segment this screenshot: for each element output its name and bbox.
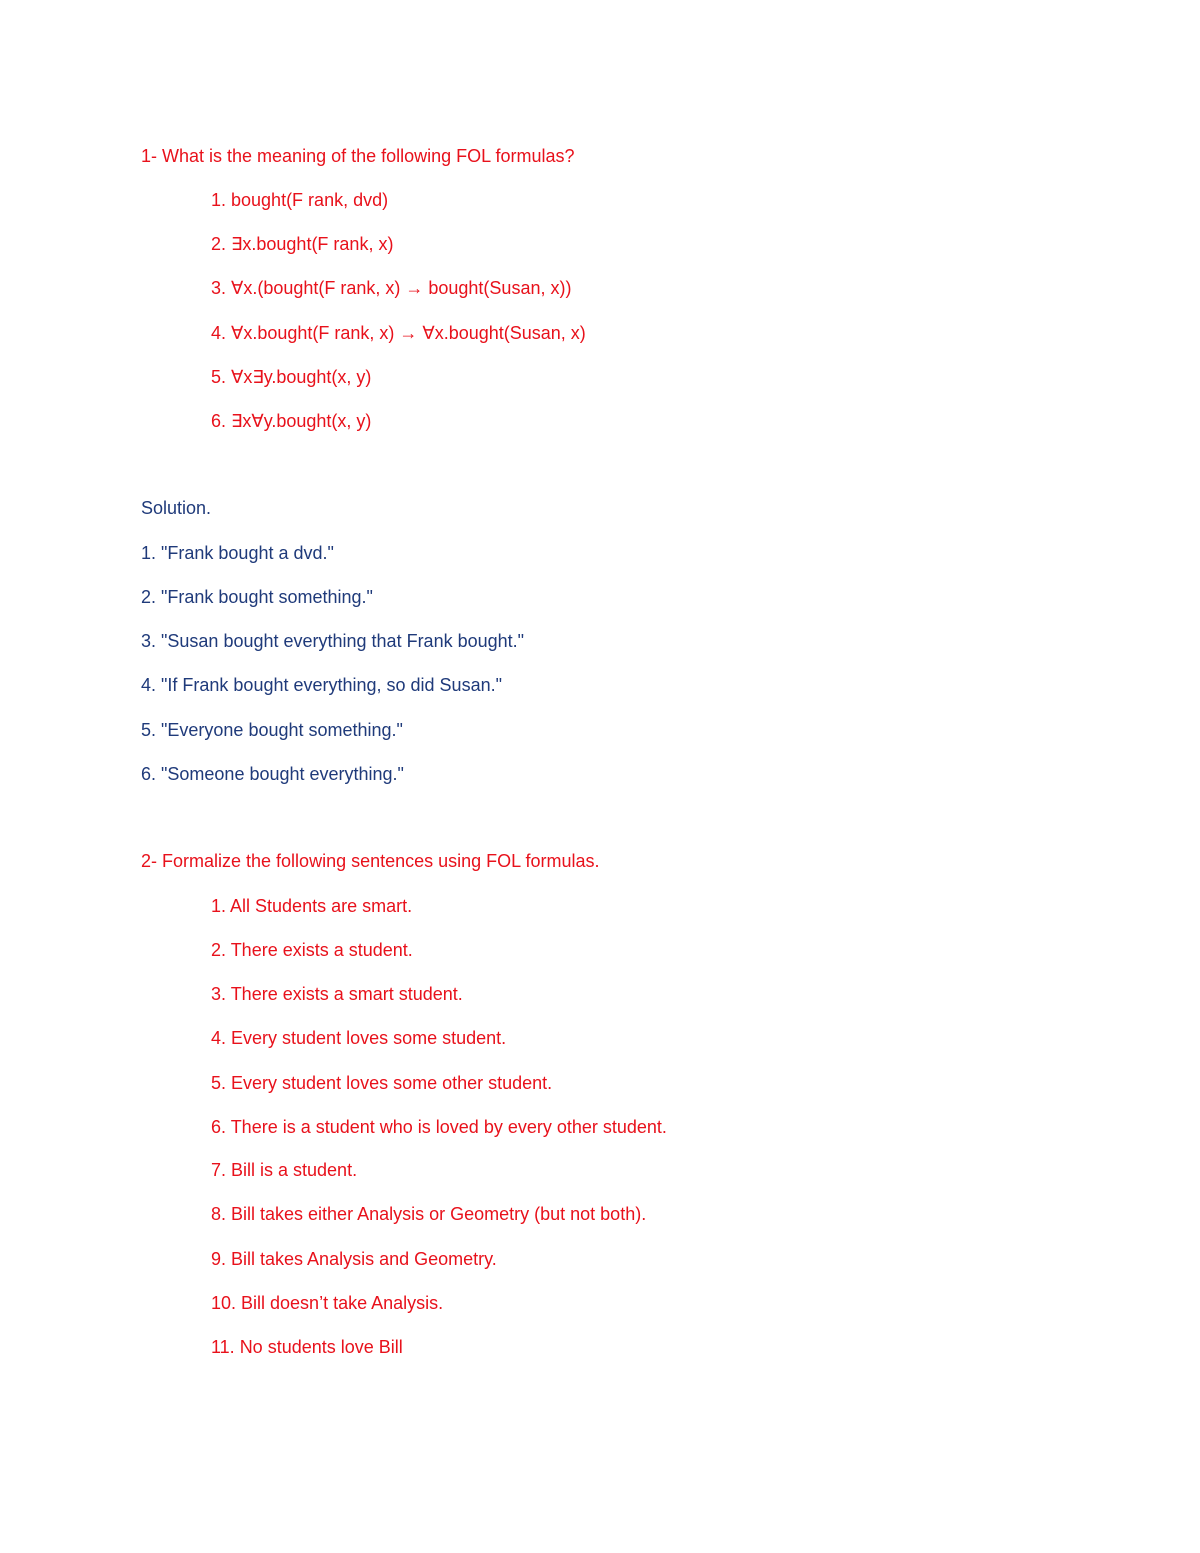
solution-item: 5. "Everyone bought something." [141,720,403,740]
question-2-item: 8. Bill takes either Analysis or Geometry (but not both). [211,1204,647,1224]
solution-item: 1. "Frank bought a dvd." [141,543,334,563]
question-2-item: 2. There exists a student. [211,940,413,960]
question-1-title: 1- What is the meaning of the following FOL formulas? [141,146,575,166]
question-1-item: 4. ∀x.bought(F rank, x) → ∀x.bought(Susan, x) [211,323,586,343]
question-2-item: 4. Every student loves some student. [211,1028,507,1048]
solution-heading: Solution. [141,498,212,518]
question-2-item: 10. Bill doesn’t take Analysis. [211,1293,444,1313]
solution-item: 3. "Susan bought everything that Frank bought." [141,631,525,651]
question-2-item: 9. Bill takes Analysis and Geometry. [211,1249,497,1269]
question-2-title: 2- Formalize the following sentences using FOL formulas. [141,851,600,871]
question-2-item: 5. Every student loves some other student. [211,1073,553,1093]
solution-item: 6. "Someone bought everything." [141,764,404,784]
question-2-item: 11. No students love Bill [211,1337,403,1357]
question-2-item: 7. Bill is a student. [211,1160,358,1180]
question-1-item: 5. ∀x∃y.bought(x, y) [211,367,372,387]
question-2-item: 6. There is a student who is loved by every other student. [211,1117,667,1137]
question-1-item: 3. ∀x.(bought(F rank, x) → bought(Susan, x)) [211,278,572,298]
question-2-item: 3. There exists a smart student. [211,984,463,1004]
question-1-item: 6. ∃x∀y.bought(x, y) [211,411,372,431]
question-2-item: 1. All Students are smart. [211,896,413,916]
solution-item: 4. "If Frank bought everything, so did Susan." [141,675,502,695]
question-1-item: 2. ∃x.bought(F rank, x) [211,234,394,254]
question-1-item: 1. bought(F rank, dvd) [211,190,389,210]
solution-item: 2. "Frank bought something." [141,587,373,607]
